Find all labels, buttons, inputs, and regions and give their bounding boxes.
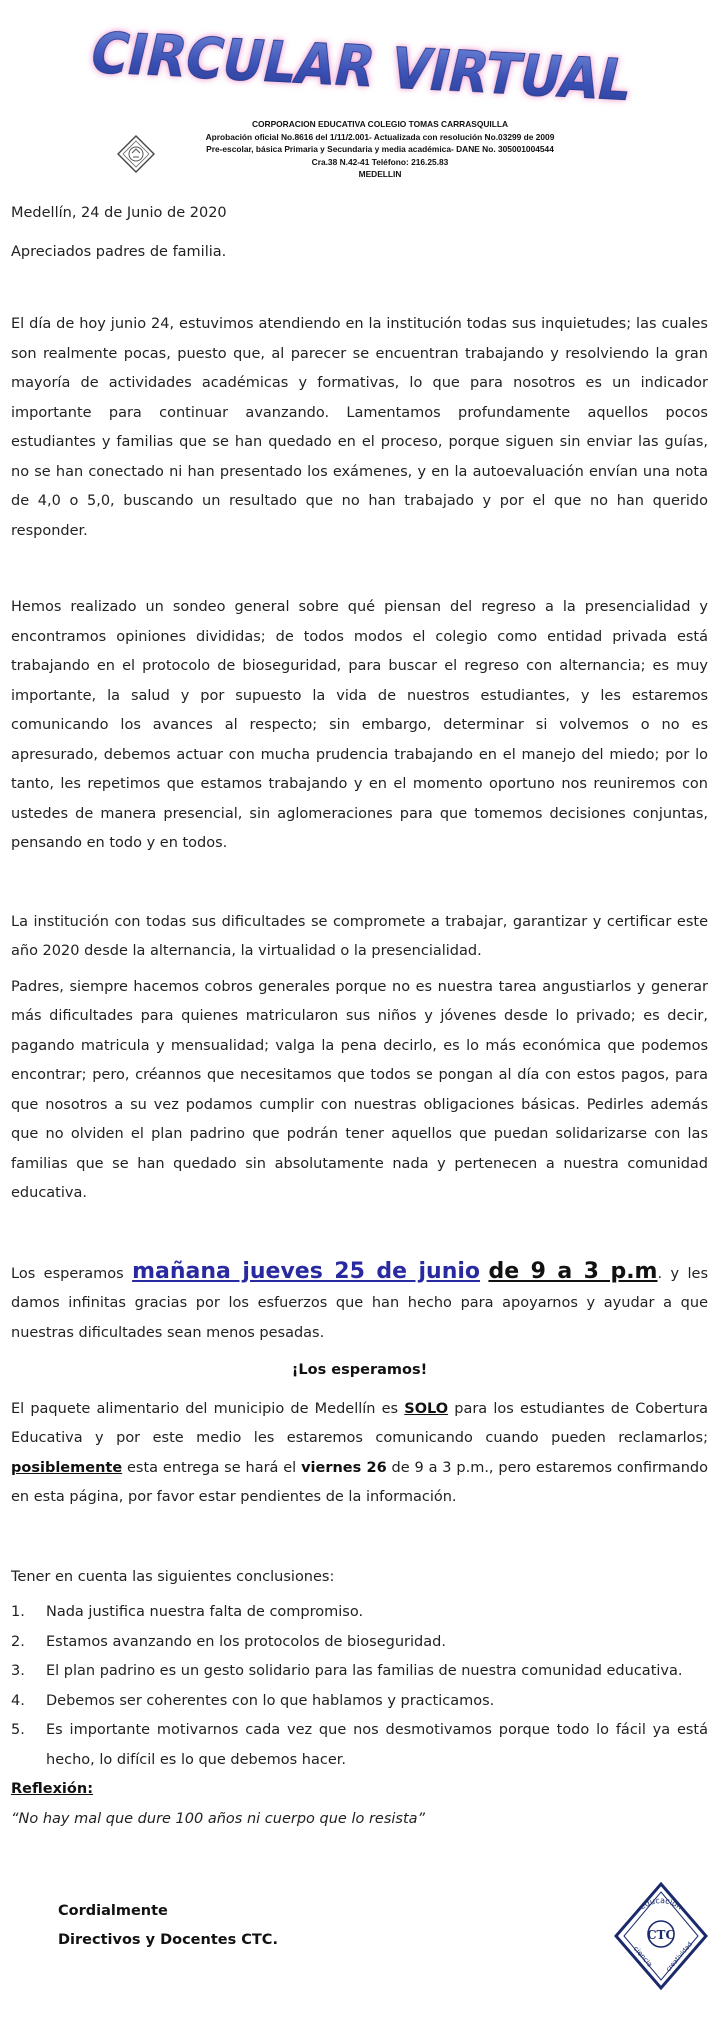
school-crest-icon	[116, 134, 156, 174]
seal-word-right: creatividad	[664, 1940, 695, 1974]
seal-word-left: ciencia	[631, 1944, 654, 1969]
solo-emphasis: SOLO	[404, 1400, 449, 1417]
list-item-text: El plan padrino es un gesto solidario para las familias de nuestra comunidad educativa.	[46, 1663, 683, 1679]
list-item-number: 1.	[11, 1604, 25, 1620]
date-highlight: mañana jueves 25 de junio	[132, 1258, 481, 1284]
p5-lead: Los esperamos	[11, 1265, 133, 1282]
circular-title	[60, 14, 660, 124]
paragraph-1: El día de hoy junio 24, estuvimos atendiendo en la institución todas sus inquietudes; las cuales son realmente pocas, puesto que, al parecer se encuentran trabajando y resolviendo la gran mayoría de actividades académicas y formativas, lo que para nosotros es un indicador importante para continuar avanzando. Lamentamos profundamente aquellos pocos estudiantes y familias que se han quedado en el proceso, porque siguen sin enviar las guías, no se han conectado ni han presentado los exámenes, y en la autoevaluación envían una nota de 4,0 o 5,0, buscando un resultado que no han trabajado y por el que no han querido responder.	[11, 316, 708, 539]
posiblemente-emphasis: posiblemente	[11, 1459, 123, 1476]
p5-rest: . y les damos infinitas gracias por los esfuerzos que han hecho para apoyarnos y ayudar a que nuestras dificultades sean menos pesadas.	[11, 1265, 709, 1341]
list-item-number: 4.	[11, 1692, 25, 1709]
list-item	[11, 1687, 708, 1717]
approval-line: Aprobación oficial No.8616 del 1/11/2.001- Actualizada con resolución No.03299 de 2009	[205, 131, 555, 142]
time-highlight: de 9 a 3 p.m	[488, 1258, 658, 1284]
p6-b: para los estudiantes de Cobertura Educativa y por este medio les estaremos comunicando cuando pueden reclamarlos;	[11, 1400, 708, 1446]
city-line: MEDELLIN	[358, 169, 402, 180]
list-item-text: Nada justifica nuestra falta de compromiso.	[46, 1604, 364, 1620]
list-item	[11, 1657, 708, 1687]
p6-c: esta entrega se hará el	[122, 1459, 302, 1476]
ctc-seal-icon	[612, 1880, 710, 1992]
letterhead	[0, 116, 720, 190]
circular-title-text: CIRCULAR VIRTUAL	[83, 21, 660, 117]
address-line: Cra.38 N.42-41 Teléfono: 216.25.83	[311, 156, 449, 167]
letter-date: Medellín, 24 de Junio de 2020	[11, 205, 227, 221]
list-item	[11, 1628, 708, 1658]
paragraph-4: Padres, siempre hacemos cobros generales porque no es nuestra tarea angustiarlos y generar más dificultades para quienes matricularon sus niños y jóvenes desde lo privado; es decir, pagando matricula y mensualidad; valga la pena decirlo, es lo más económica que podemos encontrar; pero, créannos que necesitamos que todos se pongan al día con estos pagos, para que nosotros a su vez podamos cumplir con nuestras obligaciones básicas. Pedirles además que no olviden el plan padrino que podrán tener aquellos que puedan solidarizarse con las familias que se han quedado sin absolutamente nada y pertenecen a nuestra comunidad educativa.	[11, 978, 708, 1201]
list-item-number: 2.	[11, 1633, 25, 1650]
school-name: CORPORACION EDUCATIVA COLEGIO TOMAS CARRASQUILLA	[251, 119, 509, 129]
list-item-text: Debemos ser coherentes con lo que hablamos y practicamos.	[46, 1692, 495, 1709]
list-item-number: 5.	[11, 1722, 25, 1738]
reflexion-quote: “No hay mal que dure 100 años ni cuerpo que lo resista”	[11, 1810, 426, 1827]
p6-a: El paquete alimentario del municipio de Medellín es	[11, 1400, 405, 1417]
conclusions-list	[11, 1598, 708, 1775]
seal-letters: CTC	[646, 1928, 676, 1942]
list-item-text: Es importante motivarnos cada vez que nos desmotivamos porque todo lo fácil ya está hecho, lo difícil es lo que debemos hacer.	[46, 1722, 708, 1768]
greeting: Apreciados padres de familia.	[11, 243, 227, 260]
paragraph-6	[11, 1395, 708, 1513]
paragraph-3: La institución con todas sus dificultades se compromete a trabajar, garantizar y certificar este año 2020 desde la alternancia, la virtualidad o la presencialidad.	[11, 913, 708, 959]
conclusions-intro: Tener en cuenta las siguientes conclusiones:	[11, 1568, 335, 1585]
levels-line: Pre-escolar, básica Primaria y Secundaria y media académica- DANE No. 305001004544	[206, 144, 554, 155]
viernes-emphasis: viernes 26	[301, 1459, 387, 1476]
list-item-text: Estamos avanzando en los protocolos de bioseguridad.	[46, 1633, 446, 1650]
reflexion-title: Reflexión:	[11, 1781, 93, 1797]
p6-d: de 9 a 3 p.m., pero estaremos confirmando en esta página, por favor estar pendientes de la información.	[11, 1459, 708, 1505]
signature-block	[58, 1897, 278, 1955]
letter-body	[11, 199, 708, 1834]
closing: Cordialmente	[58, 1903, 168, 1919]
paragraph-5	[11, 1257, 708, 1349]
signature: Directivos y Docentes CTC.	[58, 1932, 278, 1948]
paragraph-2: Hemos realizado un sondeo general sobre qué piensan del regreso a la presencialidad y encontramos opiniones divididas; de todos modos el colegio como entidad privada está trabajando en el protocolo de bioseguridad, para buscar el regreso con alternancia; es muy importante, la salud y por supuesto la vida de nuestros estudiantes, y les estaremos comunicando los avances al respecto; sin embargo, determinar si volvemos o no es apresurado, debemos actuar con mucha prudencia trabajando en el manejo del miedo; por lo tanto, les repetimos que estamos trabajando y en el momento oportuno nos reuniremos con ustedes de manera presencial, sin aglomeraciones para que tomemos decisiones conjuntas, pensando en todo y en todos.	[11, 599, 708, 851]
seal-word-top: educación	[637, 1896, 685, 1912]
list-item-number: 3.	[11, 1663, 25, 1679]
list-item	[11, 1716, 708, 1775]
list-item	[11, 1598, 708, 1628]
exclaim-line: ¡Los esperamos!	[291, 1362, 428, 1378]
